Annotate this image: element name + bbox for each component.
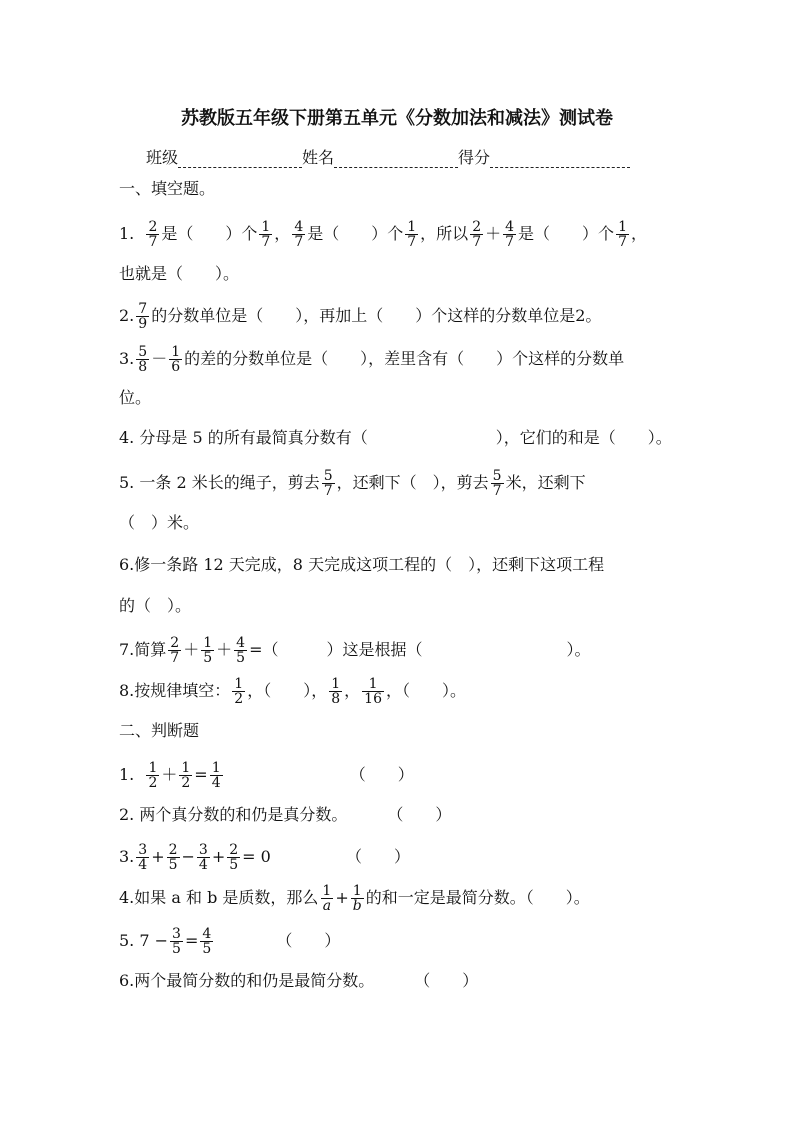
judge-2: 2. 两个真分数的和仍是真分数。 （ ） (119, 805, 452, 824)
class-label: 班级 (146, 148, 179, 167)
fraction: $\frac{4}{7}$ (505, 219, 515, 250)
fraction: $\frac{3}{5}$ (172, 926, 181, 957)
fraction: $\frac{1}{2}$ (234, 676, 244, 707)
question-5-cont: （ ）米。 (119, 513, 200, 532)
fraction: $\frac{1}{8}$ (331, 676, 341, 707)
fraction: $\frac{2}{7}$ (472, 219, 482, 250)
fraction: $\frac{2}{7}$ (148, 219, 158, 250)
fraction: $\frac{1}{7}$ (618, 219, 627, 250)
fraction: $\frac{1}{a}$ (322, 883, 332, 914)
judge-6: 6.两个最简分数的和仍是最简分数。 （ ） (119, 971, 479, 990)
question-2: 2. $\frac{7}{9}$ 的分数单位是（ ），再加上（ ）个这样的分数单位是2。 (119, 301, 602, 332)
judge-4: 4.如果 a 和 b 是质数，那么 $\frac{1}{a}$ + $\frac{1}{b}$ 的和一定是最简分数。（ ）。 (119, 883, 590, 914)
section2-heading: 二、判断题 (119, 721, 200, 740)
answer-paren: （ ） (387, 805, 452, 824)
fraction: $\frac{5}{8}$ (138, 344, 148, 375)
answer-paren: （ ） (414, 971, 479, 990)
page-title: 苏教版五年级下册第五单元《分数加法和减法》测试卷 (181, 108, 613, 129)
judge-1: 1. $\frac{1}{2}$ ＋ $\frac{1}{2}$ = $\frac{1}{4}$ （ ） (119, 760, 414, 791)
class-blank (178, 148, 302, 168)
fraction: $\frac{1}{5}$ (203, 635, 213, 666)
fraction: $\frac{2}{7}$ (170, 635, 180, 666)
fraction: $\frac{2}{5}$ (229, 842, 239, 873)
judge-5: 5. 7 − $\frac{3}{5}$ = $\frac{4}{5}$ （ ） (119, 926, 341, 957)
fraction: $\frac{1}{4}$ (211, 760, 221, 791)
fraction: $\frac{1}{2}$ (148, 760, 158, 791)
fraction: $\frac{1}{6}$ (171, 344, 181, 375)
question-5: 5. 一条 2 米长的绳子，剪去 $\frac{5}{7}$ ，还剩下（ ），剪去 $\frac{5}{7}$ 米，还剩下 (119, 468, 586, 499)
fraction: $\frac{1}{7}$ (407, 219, 417, 250)
question-7: 7.简算 $\frac{2}{7}$ ＋ $\frac{1}{5}$ ＋ $\frac{4}{5}$ =（ ）这是根据（ ）。 (119, 635, 591, 666)
fraction: $\frac{5}{7}$ (323, 468, 333, 499)
fraction: $\frac{4}{5}$ (202, 926, 212, 957)
student-info-line (146, 145, 630, 168)
question-3-cont: 位。 (119, 388, 152, 407)
name-blank (334, 148, 458, 168)
question-6: 6.修一条路 12 天完成，8 天完成这项工程的（ ），还剩下这项工程 (119, 555, 605, 574)
question-1: 1. $\frac{2}{7}$ 是（ ）个 $\frac{1}{7}$ ， $\frac{4}{7}$ 是（ ）个 $\frac{1}{7}$ ，所以 $\frac{2}{7}$ ＋ $\frac{4}{7}$ 是（ ）个 $\frac{1}{7}$ ， (119, 219, 647, 250)
answer-paren: （ ） (345, 847, 410, 866)
question-8: 8.按规律填空： $\frac{1}{2}$ ，（ ）， $\frac{1}{8}$ ， $\frac{1}{16}$ ，（ ）。 (119, 676, 466, 707)
name-label: 姓名 (302, 148, 335, 167)
fraction: $\frac{3}{4}$ (138, 842, 148, 873)
section1-heading: 一、填空题。 (119, 179, 216, 198)
fraction: $\frac{1}{b}$ (352, 883, 362, 914)
fraction: $\frac{2}{5}$ (168, 842, 178, 873)
fraction: $\frac{1}{7}$ (261, 219, 271, 250)
answer-paren: （ ） (349, 765, 414, 784)
judge-3: 3. $\frac{3}{4}$ + $\frac{2}{5}$ − $\frac{3}{4}$ + $\frac{2}{5}$ = 0 （ ） (119, 842, 410, 873)
question-3: 3. $\frac{5}{8}$ － $\frac{1}{6}$ 的差的分数单位是（ ），差里含有（ ）个这样的分数单 (119, 344, 625, 375)
score-blank (490, 148, 630, 168)
fraction: $\frac{1}{16}$ (364, 676, 382, 707)
fraction: $\frac{1}{2}$ (181, 760, 191, 791)
question-6-cont: 的（ ）。 (119, 596, 192, 615)
fraction: $\frac{4}{7}$ (294, 219, 304, 250)
fraction: $\frac{5}{7}$ (492, 468, 502, 499)
answer-paren: （ ） (276, 931, 341, 950)
fraction: $\frac{7}{9}$ (138, 301, 148, 332)
score-label: 得分 (458, 148, 491, 167)
question-1-cont: 也就是（ ）。 (119, 264, 240, 283)
fraction: $\frac{4}{5}$ (236, 635, 246, 666)
fraction: $\frac{3}{4}$ (198, 842, 208, 873)
question-4: 4. 分母是 5 的所有最简真分数有（ ），它们的和是（ ）。 (119, 428, 672, 447)
